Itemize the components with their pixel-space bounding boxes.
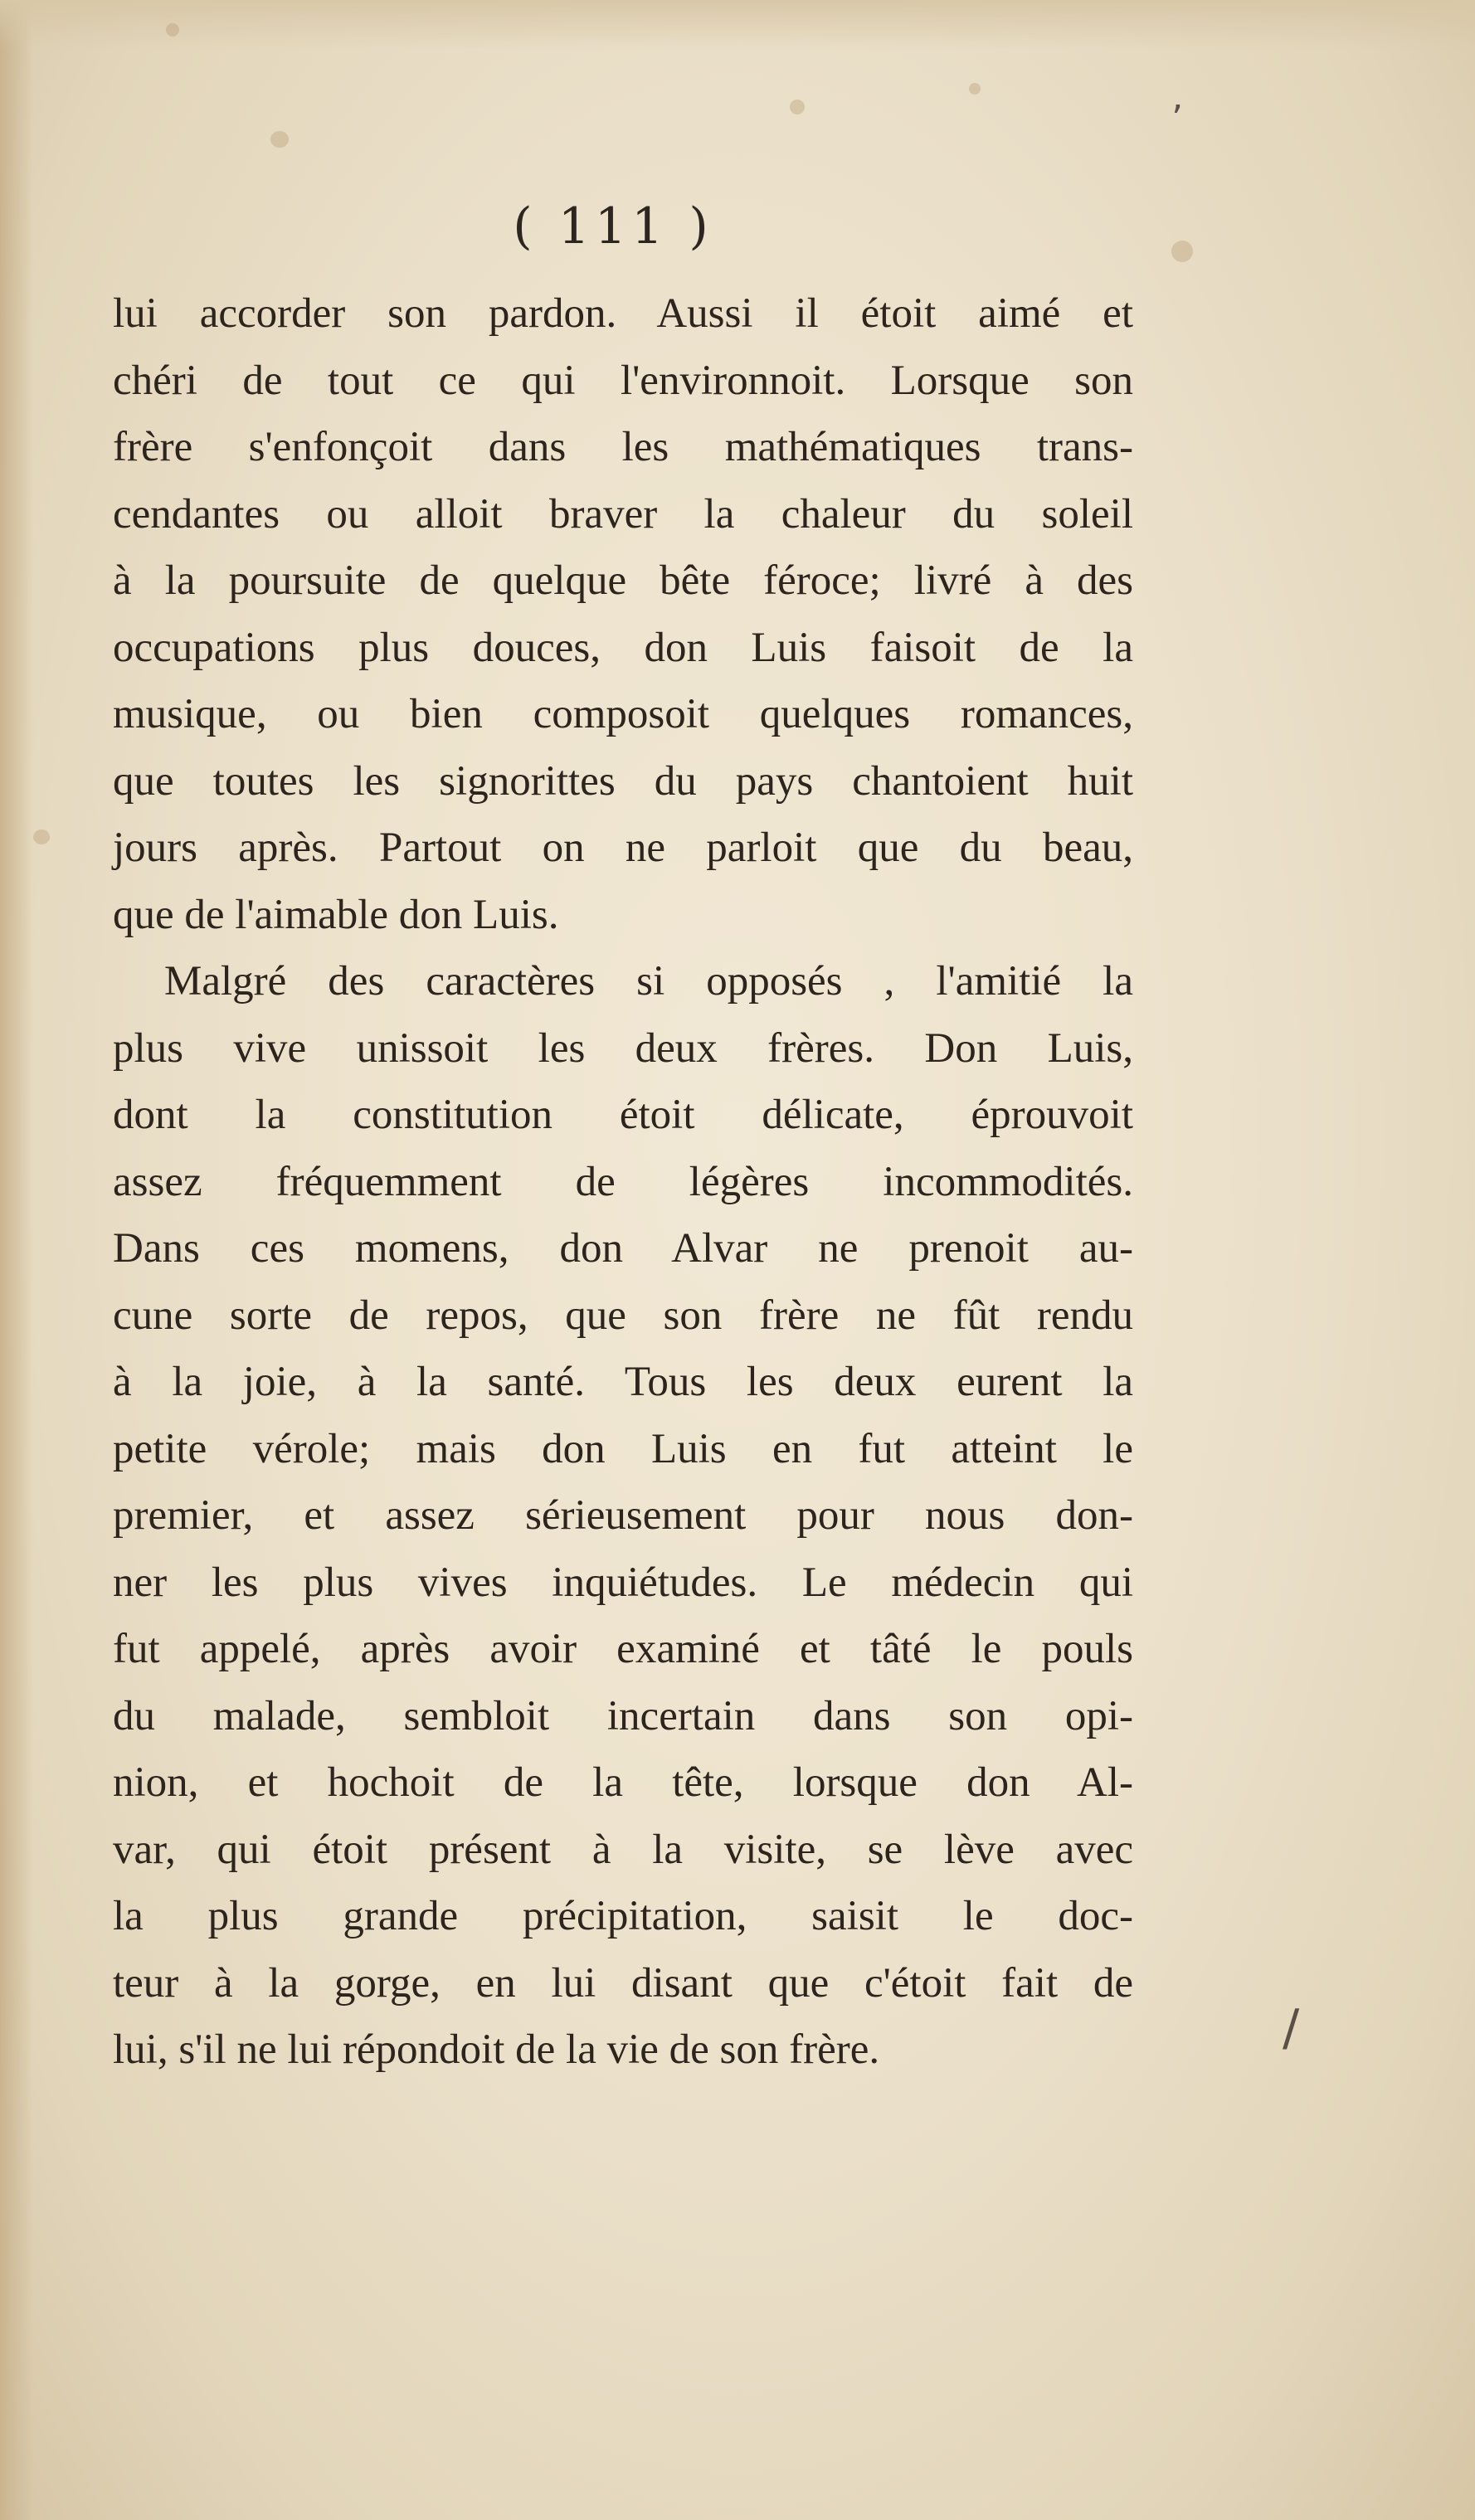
text-line: du malade, sembloit incertain dans son opi-	[113, 1692, 1133, 1739]
text-line: que toutes les signorittes du pays chantoient huit	[113, 757, 1133, 805]
text-line: jours après. Partout on ne parloit que du beau,	[113, 825, 1133, 871]
page-number: ( 111 )	[513, 197, 713, 255]
text-line: lui, s'il ne lui répondoit de la vie de son frère.	[113, 2026, 880, 2073]
text-line: plus vive unissoit les deux frères. Don Luis,	[113, 1024, 1133, 1072]
text-line: assez fréquemment de légères incommodités.	[113, 1158, 1133, 1205]
paragraph	[113, 280, 1133, 948]
text-line: Dans ces momens, don Alvar ne prenoit au-	[113, 1225, 1133, 1272]
foxing-spot	[166, 23, 179, 36]
text-line: dont la constitution étoit délicate, éprouvoit	[113, 1092, 1133, 1138]
body-text	[113, 280, 1133, 2084]
text-line: la plus grande précipitation, saisit le doc-	[113, 1893, 1133, 1939]
text-line: frère s'enfonçoit dans les mathématiques trans-	[113, 424, 1133, 470]
text-line: lui accorder son pardon. Aussi il étoit aimé et	[113, 290, 1133, 337]
page-edge-shadow	[0, 0, 33, 2520]
text-line: musique, ou bien composoit quelques romances,	[113, 691, 1133, 737]
text-line: fut appelé, après avoir examiné et tâté le pouls	[113, 1626, 1133, 1672]
foxing-spot	[270, 131, 289, 148]
text-line: cendantes ou alloit braver la chaleur du soleil	[113, 490, 1133, 538]
text-line: à la poursuite de quelque bête féroce; livré à des	[113, 557, 1133, 604]
pencil-slash-mark: /	[1283, 1999, 1300, 2057]
text-line: chéri de tout ce qui l'environnoit. Lorsque son	[113, 357, 1133, 404]
text-line: teur à la gorge, en lui disant que c'étoit fait de	[113, 1959, 1133, 2007]
foxing-spot	[790, 100, 805, 114]
text-line: occupations plus douces, don Luis faisoit de la	[113, 624, 1133, 671]
text-line: que de l'aimable don Luis.	[113, 891, 559, 938]
foxing-spot	[969, 83, 981, 95]
text-line: Malgré des caractères si opposés , l'amitié la	[164, 958, 1133, 1005]
text-line: ner les plus vives inquiétudes. Le médecin qui	[113, 1559, 1133, 1606]
pencil-tick-mark: ʼ	[1171, 98, 1183, 140]
text-line: petite vérole; mais don Luis en fut atteint le	[113, 1425, 1133, 1472]
foxing-spot	[33, 829, 50, 844]
paragraph	[113, 948, 1133, 2084]
text-line: premier, et assez sérieusement pour nous don-	[113, 1492, 1133, 1539]
page-top-shadow	[0, 0, 1475, 50]
text-line: à la joie, à la santé. Tous les deux eurent la	[113, 1359, 1133, 1405]
text-line: nion, et hochoit de la tête, lorsque don Al-	[113, 1759, 1133, 1806]
text-line: var, qui étoit présent à la visite, se lève avec	[113, 1826, 1133, 1873]
text-line: cune sorte de repos, que son frère ne fût rendu	[113, 1292, 1133, 1339]
